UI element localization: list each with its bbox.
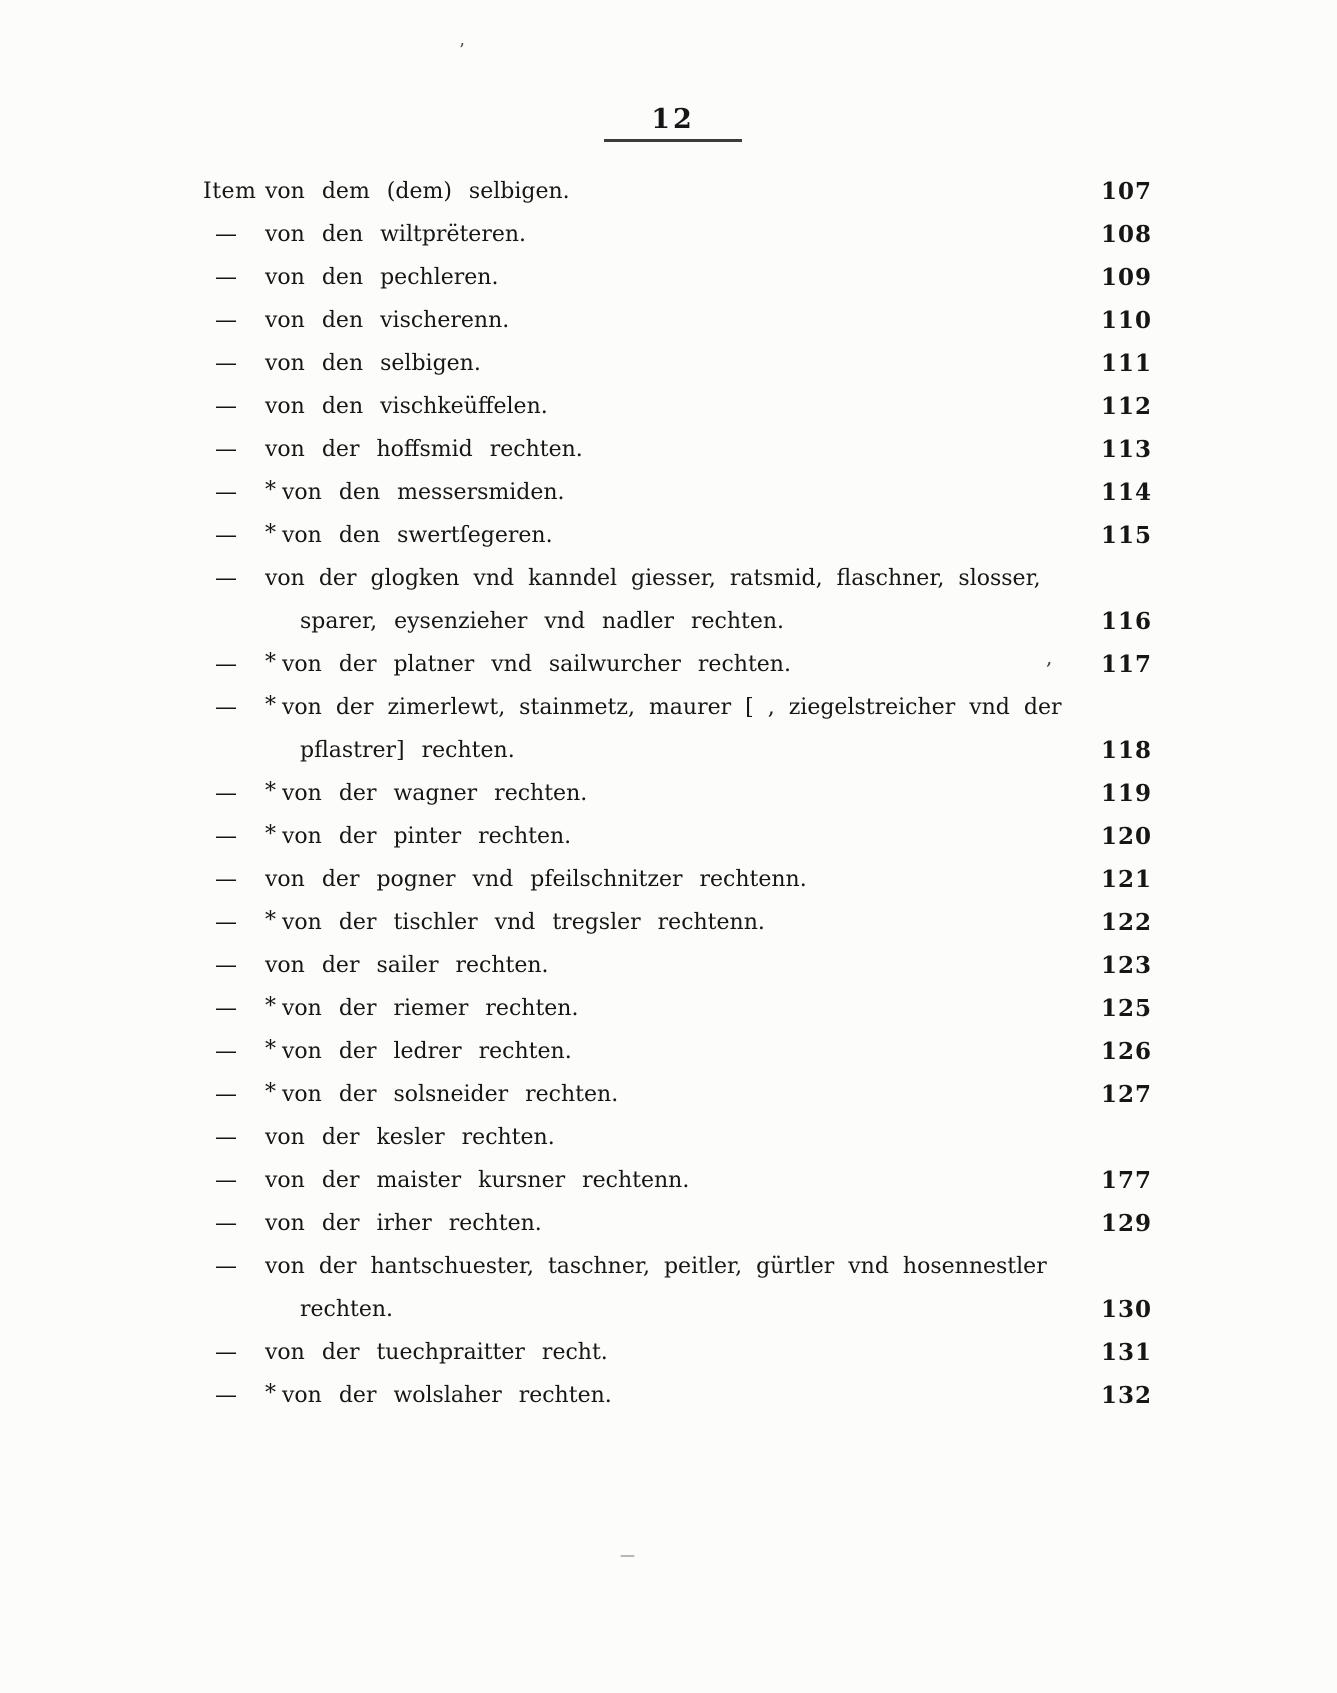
row-line-text: von der tischler vnd tregsler rechtenn. [282, 910, 765, 935]
row-line [265, 643, 1152, 686]
row-page-number: 112 [1100, 393, 1152, 420]
row-line [265, 1159, 1152, 1202]
row-line [265, 1116, 1152, 1159]
row-page-number: 119 [1100, 780, 1152, 807]
asterisk-marker: * [265, 779, 276, 804]
row-line [265, 772, 1152, 815]
row-line-text: von der pogner vnd pfeilschnitzer rechtenn. [265, 867, 807, 892]
row-line [265, 901, 1152, 944]
row-line-text: von der hoffsmid rechten. [265, 437, 583, 462]
row-line [265, 1030, 1152, 1073]
row-line-text: von den messersmiden. [282, 480, 565, 505]
row-page-number: 117 [1100, 651, 1152, 678]
row-text [265, 170, 1152, 213]
row-marker: — [215, 1383, 237, 1408]
row-line-text: von der wolslaher rechten. [282, 1383, 612, 1408]
row-line [265, 987, 1152, 1030]
toc-row [0, 385, 1337, 428]
row-page-number: 115 [1100, 522, 1152, 549]
row-line [265, 944, 1152, 987]
row-text [265, 213, 1152, 256]
row-page-number: 114 [1100, 479, 1152, 506]
row-marker: — [215, 953, 237, 978]
row-page-number: 111 [1100, 350, 1152, 377]
row-text [265, 1116, 1152, 1159]
row-text [265, 944, 1152, 987]
row-line [265, 815, 1152, 858]
toc-row [0, 901, 1337, 944]
row-marker: — [215, 867, 237, 892]
row-line [265, 686, 1152, 729]
row-line [265, 858, 1152, 901]
asterisk-marker: * [265, 994, 276, 1019]
row-line [265, 1202, 1152, 1245]
toc-row [0, 1374, 1337, 1417]
row-marker: — [215, 394, 237, 419]
toc-row [0, 514, 1337, 557]
toc-list [0, 170, 1337, 1417]
asterisk-marker: * [265, 908, 276, 933]
row-line-text: von dem (dem) selbigen. [265, 179, 570, 204]
row-line-text: von der wagner rechten. [282, 781, 588, 806]
row-text [265, 815, 1152, 858]
row-marker: — [215, 652, 237, 677]
toc-row [0, 686, 1337, 772]
row-line-text: von den vischerenn. [265, 308, 510, 333]
row-marker: — [215, 824, 237, 849]
toc-row [0, 944, 1337, 987]
row-page-number: 113 [1100, 436, 1152, 463]
row-line-text: sparer, eysenzieher vnd nadler rechten. [300, 609, 785, 634]
row-text [265, 342, 1152, 385]
asterisk-marker: * [265, 1037, 276, 1062]
row-text [265, 1159, 1152, 1202]
asterisk-marker: * [265, 650, 276, 675]
row-page-number: 110 [1100, 307, 1152, 334]
row-marker: — [215, 1340, 237, 1365]
toc-row [0, 1245, 1337, 1331]
row-text [265, 385, 1152, 428]
toc-row [0, 170, 1337, 213]
row-page-number: 127 [1100, 1081, 1152, 1108]
row-marker: — [215, 1254, 237, 1279]
row-page-number: 123 [1100, 952, 1152, 979]
row-text [265, 1374, 1152, 1417]
row-page-number: 125 [1100, 995, 1152, 1022]
row-line [265, 1374, 1152, 1417]
toc-row [0, 256, 1337, 299]
toc-row [0, 1030, 1337, 1073]
page-number-heading: 12 [604, 104, 742, 142]
row-marker: — [215, 1039, 237, 1064]
row-line [300, 729, 1152, 772]
row-line [265, 342, 1152, 385]
toc-row [0, 772, 1337, 815]
row-marker: — [215, 1211, 237, 1236]
row-text [265, 1245, 1152, 1331]
row-text [265, 471, 1152, 514]
row-line [300, 600, 1152, 643]
row-line-text: von der platner vnd sailwurcher rechten. [282, 652, 791, 677]
row-line-text: von der zimerlewt, stainmetz, maurer [ , ziegelstreicher vnd der [282, 695, 1062, 720]
toc-row [0, 858, 1337, 901]
row-page-number: 118 [1100, 737, 1152, 764]
row-line [265, 1245, 1152, 1288]
asterisk-marker: * [265, 1381, 276, 1406]
row-page-number: 177 [1100, 1167, 1152, 1194]
row-marker: — [215, 996, 237, 1021]
row-page-number: 108 [1100, 221, 1152, 248]
row-line-text: von der glogken vnd kanndel giesser, ratsmid, flaschner, slosser, [265, 566, 1041, 591]
row-marker: — [215, 480, 237, 505]
row-text [265, 858, 1152, 901]
row-marker: — [215, 437, 237, 462]
row-text [265, 1073, 1152, 1116]
row-page-number: 131 [1100, 1339, 1152, 1366]
toc-row [0, 557, 1337, 643]
row-line [265, 385, 1152, 428]
scan-artifact-bottom: — [620, 1546, 633, 1564]
toc-row [0, 471, 1337, 514]
row-page-number: 126 [1100, 1038, 1152, 1065]
row-page-number: 120 [1100, 823, 1152, 850]
row-line-text: von der tuechpraitter recht. [265, 1340, 608, 1365]
row-line [265, 213, 1152, 256]
row-marker: — [215, 351, 237, 376]
row-marker: — [215, 308, 237, 333]
row-page-number: 116 [1100, 608, 1152, 635]
row-marker: — [215, 1082, 237, 1107]
row-line-text: von der irher rechten. [265, 1211, 542, 1236]
row-line-text: rechten. [300, 1297, 394, 1322]
asterisk-marker: * [265, 521, 276, 546]
running-head [604, 104, 742, 142]
row-text [265, 557, 1152, 643]
toc-row [0, 1073, 1337, 1116]
asterisk-marker: * [265, 693, 276, 718]
row-page-number: 132 [1100, 1382, 1152, 1409]
row-line-text: von der maister kursner rechtenn. [265, 1168, 690, 1193]
row-text [265, 772, 1152, 815]
row-line-text: von den swertſegeren. [282, 523, 553, 548]
toc-row [0, 213, 1337, 256]
row-line-text: von der pinter rechten. [282, 824, 572, 849]
row-line-text: von den selbigen. [265, 351, 481, 376]
asterisk-marker: * [265, 822, 276, 847]
row-line [265, 1331, 1152, 1374]
scan-artifact-comma: , [1046, 645, 1053, 669]
row-page-number: 121 [1100, 866, 1152, 893]
row-line-text: von der ledrer rechten. [282, 1039, 572, 1064]
row-line [265, 256, 1152, 299]
row-text [265, 299, 1152, 342]
row-marker: — [215, 523, 237, 548]
row-text [265, 643, 1152, 686]
row-line-text: von den vischkeüffelen. [265, 394, 548, 419]
asterisk-marker: * [265, 1080, 276, 1105]
toc-row [0, 1331, 1337, 1374]
row-text [265, 1202, 1152, 1245]
row-line [265, 514, 1152, 557]
row-marker: Item [203, 179, 257, 204]
row-line [265, 428, 1152, 471]
row-marker: — [215, 566, 237, 591]
row-line-text: von der riemer rechten. [282, 996, 579, 1021]
toc-row [0, 815, 1337, 858]
row-line [300, 1288, 1152, 1331]
row-marker: — [215, 910, 237, 935]
toc-row [0, 428, 1337, 471]
row-text [265, 901, 1152, 944]
toc-row [0, 1202, 1337, 1245]
row-line-text: pflastrer] rechten. [300, 738, 515, 763]
row-page-number: 129 [1100, 1210, 1152, 1237]
row-page-number: 107 [1100, 178, 1152, 205]
row-line-text: von der sailer rechten. [265, 953, 549, 978]
row-text [265, 1030, 1152, 1073]
row-text [265, 256, 1152, 299]
row-marker: — [215, 781, 237, 806]
row-line [265, 557, 1152, 600]
row-text [265, 428, 1152, 471]
row-text [265, 1331, 1152, 1374]
row-marker: — [215, 265, 237, 290]
row-text [265, 514, 1152, 557]
row-text [265, 686, 1152, 772]
toc-row [0, 643, 1337, 686]
row-line [265, 299, 1152, 342]
row-text [265, 987, 1152, 1030]
row-page-number: 122 [1100, 909, 1152, 936]
row-line-text: von der solsneider rechten. [282, 1082, 619, 1107]
row-line-text: von den wiltprëteren. [265, 222, 527, 247]
row-line [265, 471, 1152, 514]
row-line [265, 170, 1152, 213]
toc-row [0, 1116, 1337, 1159]
row-marker: — [215, 695, 237, 720]
toc-row [0, 342, 1337, 385]
row-line-text: von den pechleren. [265, 265, 499, 290]
row-page-number: 130 [1100, 1296, 1152, 1323]
toc-row [0, 987, 1337, 1030]
toc-row [0, 299, 1337, 342]
toc-row [0, 1159, 1337, 1202]
row-line [265, 1073, 1152, 1116]
asterisk-marker: * [265, 478, 276, 503]
row-marker: — [215, 222, 237, 247]
scan-artifact-top: ’ [459, 40, 465, 61]
row-marker: — [215, 1168, 237, 1193]
row-marker: — [215, 1125, 237, 1150]
row-page-number: 109 [1100, 264, 1152, 291]
row-line-text: von der kesler rechten. [265, 1125, 555, 1150]
row-line-text: von der hantschuester, taschner, peitler, gürtler vnd hosennestler [265, 1254, 1047, 1279]
